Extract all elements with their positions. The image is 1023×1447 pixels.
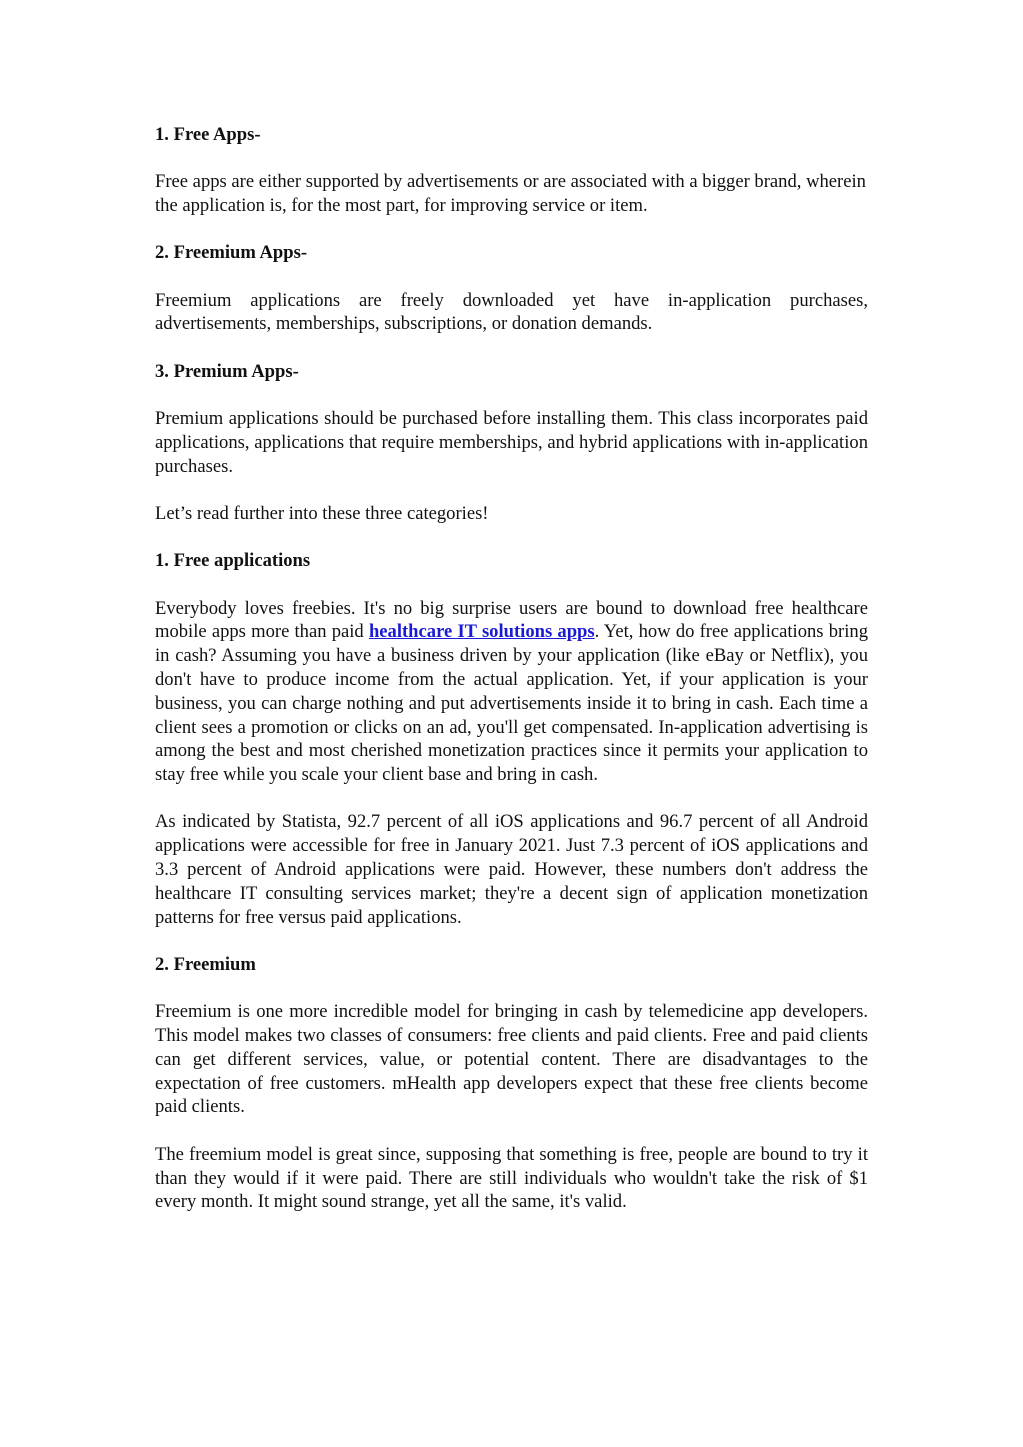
healthcare-it-solutions-link[interactable]: healthcare IT solutions apps [368,621,595,643]
paragraph-intro: Let’s read further into these three categories! [155,502,489,524]
heading-premium-apps: 3. Premium Apps- [155,360,299,382]
paragraph-freemium-2: The freemium model is great since, supposing that something is free, people are bound to try it than they would if it were paid. There are still individuals who wouldn't take the risk of $1 every month. It might sound strange, yet all the same, it's valid. [155,1143,868,1213]
document-page [155,123,868,1238]
heading-free-applications: 1. Free applications [155,550,311,572]
heading-freemium: 2. Freemium [155,953,256,975]
paragraph-free-applications-1 [155,597,868,787]
text-before-link: Everybody loves freebies. It's no big surprise users are bound to download free healthcare mobile apps more than paid [155,597,868,643]
heading-free-apps: 1. Free Apps- [155,124,261,145]
paragraph-premium-apps: Premium applications should be purchased before installing them. This class incorporates paid applications, applications that require memberships, and hybrid applications with in-application purchases. [155,408,868,477]
paragraph-freemium-apps: Freemium applications are freely downloaded yet have in-application purchases, advertisements, memberships, subscriptions, or donation demands. [155,289,868,335]
paragraph-free-apps: Free apps are either supported by advertisements or are associated with a bigger brand, wherein the application is, for the most part, for improving service or item. [155,171,866,217]
text-after-link: . Yet, how do free applications bring in cash? Assuming you have a business driven by your application (like eBay or Netflix), you don't have to produce income from the actual application. Yet, if your application is your business, you can charge nothing and put advertisements inside it to bring in cash. Each time a client sees a promotion or clicks on an ad, you'll get compensated. In-application advertising is among the best and most cherished monetization practices since it permits your application to stay free while you scale your client base and bring in cash. [155,621,868,786]
paragraph-freemium-1: Freemium is one more incredible model for bringing in cash by telemedicine app developers. This model makes two classes of consumers: free clients and paid clients. Free and paid clients can get different services, value, or potential content. There are disadvantages to the expectation of free customers. mHealth app developers expect that these free clients become paid clients. [155,1001,868,1118]
paragraph-free-applications-2: As indicated by Statista, 92.7 percent of all iOS applications and 96.7 percent of all Android applications were accessible for free in January 2021. Just 7.3 percent of iOS applications and 3.3 percent of Android applications were paid. However, these numbers don't address the healthcare IT consulting services market; they're a decent sign of application monetization patterns for free versus paid applications. [155,811,868,928]
heading-freemium-apps: 2. Freemium Apps- [155,242,308,264]
